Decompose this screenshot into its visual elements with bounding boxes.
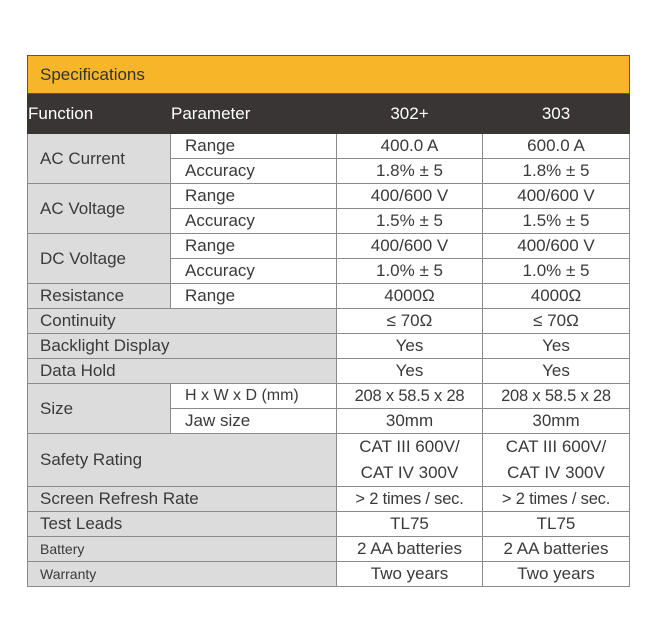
table-row: [28, 562, 630, 587]
header-model-302plus: 302+: [337, 94, 483, 134]
param-cell: Accuracy: [171, 159, 337, 184]
value-303: [483, 434, 630, 487]
value-303: 1.8% ± 5: [483, 159, 630, 184]
row-label-size: Size: [28, 384, 171, 434]
value-303: 1.0% ± 5: [483, 259, 630, 284]
value-302plus: 1.5% ± 5: [337, 209, 483, 234]
header-function: Function: [28, 94, 171, 134]
value-303: Two years: [483, 562, 630, 587]
row-label-data-hold: Data Hold: [28, 359, 337, 384]
value-302plus: 30mm: [337, 409, 483, 434]
table-row: [28, 537, 630, 562]
row-label-refresh-rate: Screen Refresh Rate: [28, 487, 337, 512]
param-cell: Accuracy: [171, 259, 337, 284]
value-303: > 2 times / sec.: [483, 487, 630, 512]
value-303: 400/600 V: [483, 234, 630, 259]
value-303: ≤ 70Ω: [483, 309, 630, 334]
row-label-warranty: Warranty: [28, 562, 337, 587]
table-row: [28, 284, 630, 309]
param-cell: H x W x D (mm): [171, 384, 337, 409]
table-title: Specifications: [28, 56, 630, 94]
value-303: TL75: [483, 512, 630, 537]
safety-line-2: CAT IV 300V: [507, 463, 605, 482]
value-302plus: TL75: [337, 512, 483, 537]
value-302plus: 4000Ω: [337, 284, 483, 309]
param-cell: Accuracy: [171, 209, 337, 234]
table-row: [28, 512, 630, 537]
value-302plus: ≤ 70Ω: [337, 309, 483, 334]
param-cell: Range: [171, 184, 337, 209]
param-cell: Range: [171, 234, 337, 259]
value-303: 2 AA batteries: [483, 537, 630, 562]
safety-line-1: CAT III 600V/: [505, 437, 607, 456]
value-302plus: Yes: [337, 359, 483, 384]
value-302plus: [337, 434, 483, 487]
param-cell: Jaw size: [171, 409, 337, 434]
value-302plus: 1.8% ± 5: [337, 159, 483, 184]
value-303: Yes: [483, 334, 630, 359]
value-302plus: Yes: [337, 334, 483, 359]
value-302plus: 208 x 58.5 x 28: [337, 384, 483, 409]
row-label-backlight: Backlight Display: [28, 334, 337, 359]
table-row: [28, 134, 630, 159]
row-label-ac-voltage: AC Voltage: [28, 184, 171, 234]
table-row: [28, 359, 630, 384]
safety-line-2: CAT IV 300V: [360, 463, 459, 482]
table-row: [28, 234, 630, 259]
value-303: 30mm: [483, 409, 630, 434]
value-303: 208 x 58.5 x 28: [483, 384, 630, 409]
row-label-safety-rating: Safety Rating: [28, 434, 337, 487]
value-302plus: 400/600 V: [337, 184, 483, 209]
specifications-table: [27, 55, 630, 587]
header-parameter: Parameter: [171, 94, 337, 134]
row-label-dc-voltage: DC Voltage: [28, 234, 171, 284]
value-303: Yes: [483, 359, 630, 384]
value-302plus: Two years: [337, 562, 483, 587]
value-302plus: > 2 times / sec.: [337, 487, 483, 512]
value-303: 400/600 V: [483, 184, 630, 209]
row-label-resistance: Resistance: [28, 284, 171, 309]
header-model-303: 303: [483, 94, 630, 134]
table-row: [28, 434, 630, 487]
value-302plus: 400/600 V: [337, 234, 483, 259]
table-row: [28, 309, 630, 334]
row-label-test-leads: Test Leads: [28, 512, 337, 537]
table-row: [28, 384, 630, 409]
value-302plus: 1.0% ± 5: [337, 259, 483, 284]
row-label-ac-current: AC Current: [28, 134, 171, 184]
table-row: [28, 184, 630, 209]
param-cell: Range: [171, 134, 337, 159]
table-row: [28, 487, 630, 512]
row-label-continuity: Continuity: [28, 309, 337, 334]
value-303: 1.5% ± 5: [483, 209, 630, 234]
value-303: 4000Ω: [483, 284, 630, 309]
row-label-battery: Battery: [28, 537, 337, 562]
table-row: [28, 334, 630, 359]
param-cell: Range: [171, 284, 337, 309]
value-303: 600.0 A: [483, 134, 630, 159]
safety-line-1: CAT III 600V/: [359, 437, 460, 456]
value-302plus: 2 AA batteries: [337, 537, 483, 562]
value-302plus: 400.0 A: [337, 134, 483, 159]
